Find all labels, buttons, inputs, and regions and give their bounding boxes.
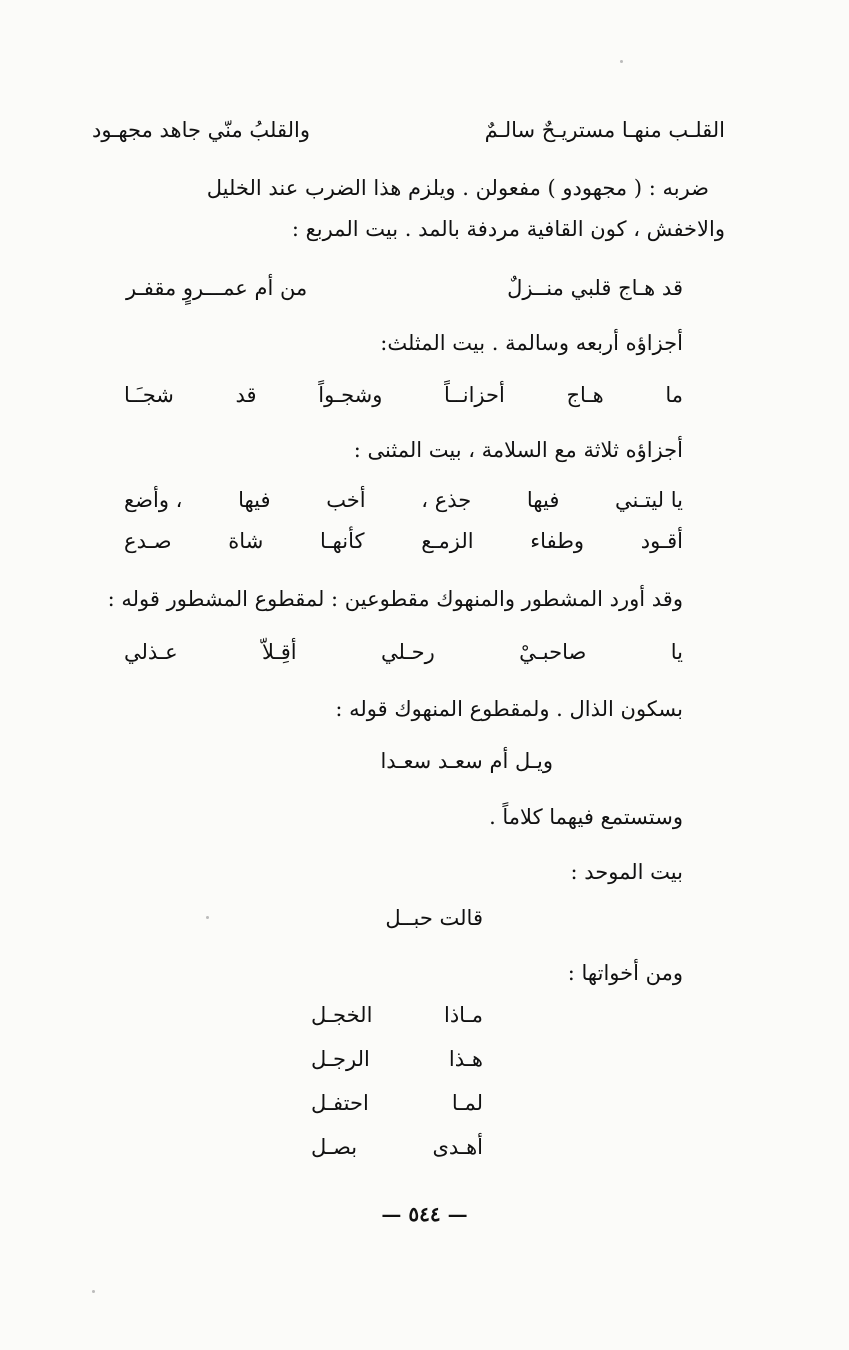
prose-line-15: بيت الموحد : xyxy=(570,860,683,884)
verse-word: أحزانــاً xyxy=(444,383,505,407)
scan-speck xyxy=(620,60,623,63)
word-pair-1 xyxy=(311,1001,483,1029)
prose-line-5: أجزاؤه أربعه وسالمة . بيت المثلث: xyxy=(380,331,683,355)
pair-word: احتفـل xyxy=(311,1091,369,1115)
verse-word: قد xyxy=(235,383,257,407)
verse-word: هـاج xyxy=(566,383,604,407)
verse-word: فيها xyxy=(238,488,271,512)
prose-line-7: أجزاؤه ثلاثة مع السلامة ، بيت المثنى : xyxy=(353,438,683,462)
verse-word: فيها xyxy=(526,488,560,512)
prose-line-17: ومن أخواتها : xyxy=(567,961,683,985)
pair-word: الرجـل xyxy=(311,1047,370,1071)
verse-word: يا xyxy=(670,640,683,664)
page-number: — ٥٤٤ — xyxy=(381,1202,468,1226)
verse-word: شجـَـا xyxy=(124,383,174,407)
verse-line-11 xyxy=(124,638,683,666)
verse-line-9 xyxy=(124,527,683,555)
verse-word: ما xyxy=(665,383,683,407)
verse-line-13: ويـل أم سعـد سعـدا xyxy=(380,749,553,773)
word-pair-2 xyxy=(311,1045,483,1073)
word-pair-3 xyxy=(311,1089,483,1117)
verse-line-6 xyxy=(124,381,683,409)
prose-line-2: ضربه : ( مجهودو ) مفعولن . ويلزم هذا الضرب عند الخليل xyxy=(206,176,709,200)
pair-word: مـاذا xyxy=(444,1003,483,1027)
verse-word: وشجـواً xyxy=(318,383,383,407)
verse-word: أقـود xyxy=(640,529,683,553)
prose-line-14: وستستمع فيهما كلاماً . xyxy=(489,805,683,829)
verse-word: جذع ، xyxy=(421,488,472,512)
pair-word: هـذا xyxy=(448,1047,483,1071)
word-pair-4 xyxy=(311,1133,483,1161)
verse-line-1-first-hemistich: القلـب منهـا مستريـحٌ سالـمٌ xyxy=(484,118,725,142)
verse-word: صـدع xyxy=(124,529,172,553)
prose-line-12: بسكون الذال . ولمقطوع المنهوك قوله : xyxy=(335,697,683,721)
verse-word: أخب xyxy=(326,488,366,512)
verse-word: ، وأضع xyxy=(124,488,183,512)
verse-line-4-first-hemistich: قد هـاج قلبي منــزلٌ xyxy=(507,276,683,300)
verse-line-1-second-hemistich: والقلبُ منّي جاهد مجهـود xyxy=(92,118,310,142)
verse-word: رحـلي xyxy=(380,640,435,664)
verse-line-4-second-hemistich: من أم عمـــروٍ مقفـر xyxy=(126,276,308,300)
verse-word: يا ليتـني xyxy=(615,488,683,512)
verse-word: الزمـع xyxy=(421,529,474,553)
pair-word: بصـل xyxy=(311,1135,358,1159)
scan-speck xyxy=(206,916,209,919)
verse-word: أقِـلاّ xyxy=(262,640,297,664)
verse-line-16: قالت حبــل xyxy=(385,906,483,930)
pair-word: لمـا xyxy=(451,1091,483,1115)
prose-line-3: والاخفش ، كون القافية مردفة بالمد . بيت المربع : xyxy=(291,217,725,241)
verse-word: شاة xyxy=(228,529,264,553)
verse-word: كأنهـا xyxy=(320,529,365,553)
pair-word: أهـدى xyxy=(432,1135,483,1159)
pair-word: الخجـل xyxy=(311,1003,373,1027)
verse-line-8 xyxy=(124,486,683,514)
prose-line-10: وقد أورد المشطور والمنهوك مقطوعين : لمقطوع المشطور قوله : xyxy=(107,587,683,611)
verse-word: وطفاء xyxy=(530,529,585,553)
verse-word: عـذلي xyxy=(124,640,178,664)
scan-speck xyxy=(92,1290,95,1293)
verse-word: صاحبـيْ xyxy=(519,640,587,664)
